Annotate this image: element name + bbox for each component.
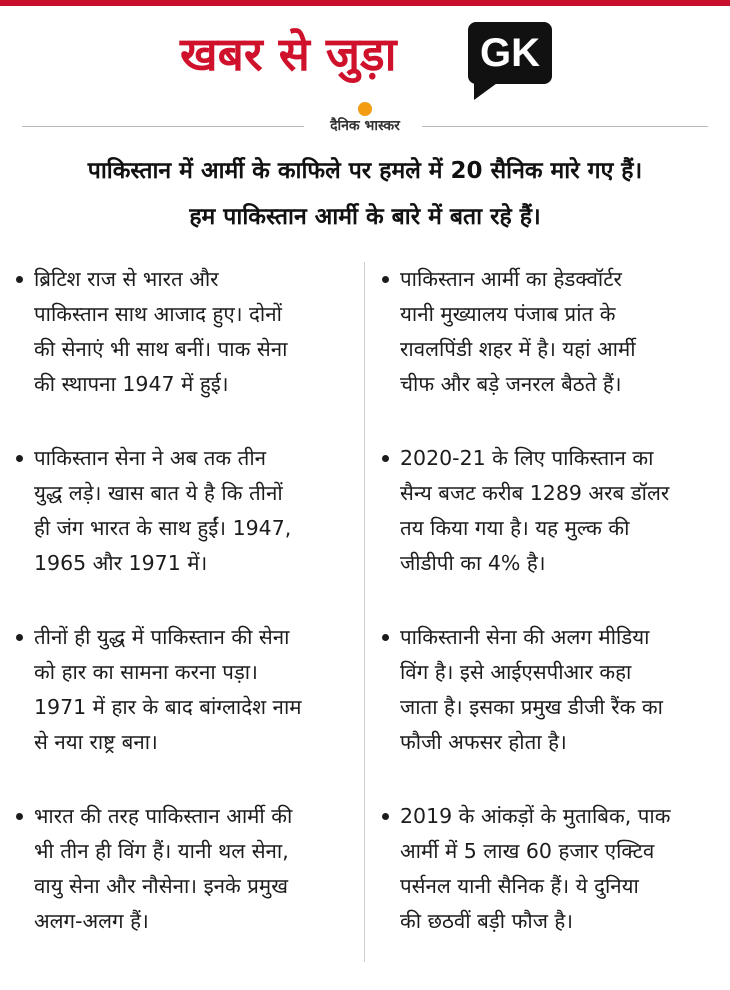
fact-text-line: 2020-21 के लिए पाकिस्तान का (400, 446, 654, 470)
fact-text-line: भी तीन ही विंग हैं। यानी थल सेना, (34, 839, 289, 863)
brand-logo-text: दैनिक भास्कर (330, 118, 400, 134)
bullet-dot-icon (16, 276, 23, 283)
fact-text-line: पाकिस्तानी सेना की अलग मीडिया (400, 625, 650, 649)
intro-line-1: पाकिस्तान में आर्मी के काफिले पर हमले में 20 सैनिक मारे गए हैं। (87, 158, 643, 184)
fact-text-line: भारत की तरह पाकिस्तान आर्मी की (34, 804, 293, 828)
fact-item (378, 799, 714, 939)
intro-heading (0, 148, 730, 240)
fact-item (12, 620, 348, 760)
fact-item (378, 441, 714, 581)
fact-item (12, 799, 348, 939)
gk-speech-bubble-badge: GK (468, 22, 552, 84)
bullet-dot-icon (382, 455, 389, 462)
right-column (378, 262, 714, 939)
fact-item (378, 262, 714, 402)
bullet-dot-icon (16, 634, 23, 641)
fact-item (12, 441, 348, 581)
fact-text-line: पाकिस्तान आर्मी का हेडक्वॉर्टर (400, 267, 622, 291)
bullet-dot-icon (16, 455, 23, 462)
left-column (12, 262, 348, 939)
fact-text-line: तय किया गया है। यह मुल्क की (400, 516, 630, 540)
fact-text-line: की छठवीं बड़ी फौज है। (400, 909, 574, 933)
fact-text-line: अलग-अलग हैं। (34, 909, 149, 933)
fact-text-line: सैन्य बजट करीब 1289 अरब डॉलर (400, 481, 670, 505)
fact-text-line: विंग है। इसे आईएसपीआर कहा (400, 660, 632, 684)
brand-sun-dot-icon (358, 102, 372, 116)
intro-line-2: हम पाकिस्तान आर्मी के बारे में बता रहे हैं। (189, 204, 541, 230)
fact-text-line: वायु सेना और नौसेना। इनके प्रमुख (34, 874, 288, 898)
fact-text-line: 2019 के आंकड़ों के मुताबिक, पाक (400, 804, 671, 828)
divider-rule-left (22, 126, 304, 127)
fact-text-line: 1965 और 1971 में। (34, 551, 208, 575)
fact-text-line: को हार का सामना करना पड़ा। (34, 660, 258, 684)
fact-text-line: 1971 में हार के बाद बांग्लादेश नाम (34, 695, 302, 719)
fact-text-line: की सेनाएं भी साथ बनीं। पाक सेना (34, 337, 288, 361)
fact-text-line: जीडीपी का 4% है। (400, 551, 546, 575)
fact-text-line: पर्सनल यानी सैनिक हैं। ये दुनिया (400, 874, 639, 898)
fact-text-line: रावलपिंडी शहर में है। यहां आर्मी (400, 337, 636, 361)
fact-item (12, 262, 348, 402)
fact-text-line: से नया राष्ट्र बना। (34, 730, 158, 754)
top-accent-bar (0, 0, 730, 6)
column-divider (364, 262, 365, 962)
speech-bubble-tail-icon (474, 78, 504, 100)
bullet-dot-icon (382, 634, 389, 641)
header-title: खबर से जुड़ा (180, 27, 397, 81)
bullet-dot-icon (382, 813, 389, 820)
divider-rule-right (422, 126, 708, 127)
fact-item (378, 620, 714, 760)
bullet-dot-icon (16, 813, 23, 820)
fact-text-line: ब्रिटिश राज से भारत और (34, 267, 219, 291)
fact-text-line: की स्थापना 1947 में हुई। (34, 372, 229, 396)
fact-text-line: युद्ध लड़े। खास बात ये है कि तीनों (34, 481, 283, 505)
fact-text-line: फौजी अफसर होता है। (400, 730, 567, 754)
fact-text-line: यानी मुख्यालय पंजाब प्रांत के (400, 302, 616, 326)
bullet-dot-icon (382, 276, 389, 283)
fact-text-line: तीनों ही युद्ध में पाकिस्तान की सेना (34, 625, 290, 649)
fact-text-line: जाता है। इसका प्रमुख डीजी रैंक का (400, 695, 663, 719)
fact-text-line: ही जंग भारत के साथ हुईं। 1947, (34, 516, 292, 540)
fact-text-line: पाकिस्तान साथ आजाद हुए। दोनों (34, 302, 282, 326)
fact-text-line: पाकिस्तान सेना ने अब तक तीन (34, 446, 267, 470)
fact-text-line: आर्मी में 5 लाख 60 हजार एक्टिव (400, 839, 655, 863)
fact-text-line: चीफ और बड़े जनरल बैठते हैं। (400, 372, 622, 396)
